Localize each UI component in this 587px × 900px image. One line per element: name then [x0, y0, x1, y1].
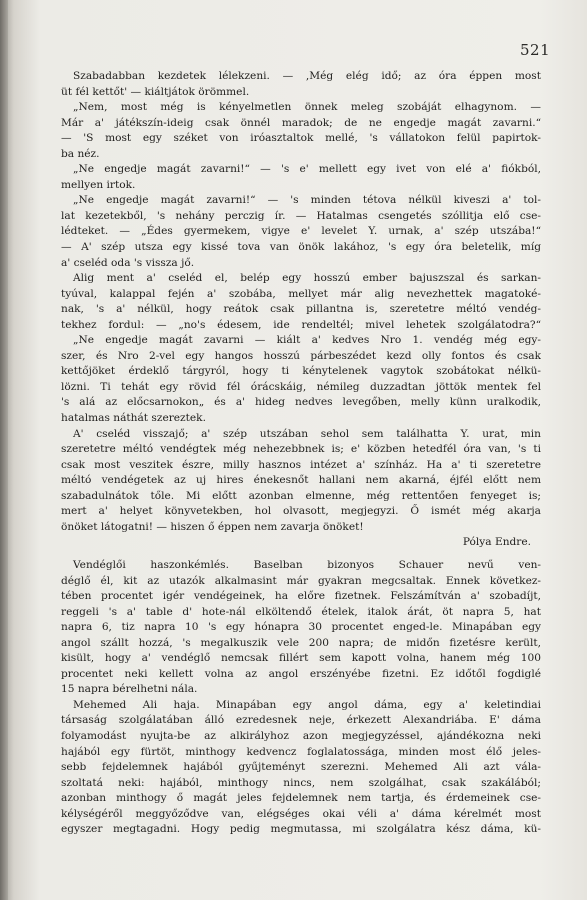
text-line: Alig ment a' cseléd el, belép egy hosszú ember bajuszszal és sarkan- [73, 272, 541, 285]
text-line: 's alá az előcsarnokon„ és a' hideg nedves levegőben, melly künn uralkodik, [61, 396, 541, 409]
text-line: Már a' játékszín-ideig csak önnél maradok; de ne engedje magát zavarni.“ [61, 116, 541, 129]
text-line: „Nem, most még is kényelmetlen önnek meleg szobáját elhagynom. — [73, 101, 541, 114]
text-line: folyamodást nyujta-be az alkirályhoz azon megjegyzéssel, ajándékozna neki [61, 729, 541, 742]
text-line: kisült, hogy a' vendéglő nemcsak fillért sem kapott volna, hanem még 100 [61, 652, 541, 665]
text-line: méltó vendégetek az uj hires énekesnőt hallani nem akarná, éjfél előtt nem [61, 474, 541, 487]
text-line: procentet neki kellett volna az angol erszényébe fizetni. Ez időtől fogdiglé [61, 667, 541, 680]
text-line: kélységéről meggyőződve van, elégséges okai véli a' dáma kérelmét most [61, 807, 541, 820]
text-line: társaság szolgálatában álló ezredesnek neje, érkezett Alexandriába. E' dáma [61, 714, 541, 727]
text-line: szoltatá neki: hajából, minthogy nincs, nem szolgálhat, csak szakálából; [61, 776, 541, 789]
text-line: szabadulnátok tőle. Mi előtt azonban elmenne, még rettentően fenyeget is; [61, 489, 541, 502]
author-signature: Pólya Endre. [462, 536, 531, 549]
text-line: szeretetre méltó vendégtek még nehezebbnek is; e' közben hetedfél óra van, 's ti [61, 443, 541, 456]
text-line: üt fél kettőt' — kiáltjátok örömmel. [61, 85, 250, 98]
page-number: 521 [520, 41, 551, 59]
text-line: a' cseléd oda 's vissza jő. [61, 256, 195, 269]
text-line: déglő él, kit az utazók alkalmasint már gyakran megcsaltak. Ennek következ- [61, 574, 541, 587]
text-line: „Ne engedje magát zavarni — kiált a' kedves Nro 1. vendég még egy- [73, 334, 541, 347]
text-line: Mehemed Ali haja. Minapában egy angol dáma, egy a' keletindiai [73, 698, 541, 711]
text-line: Szabadabban kezdetek lélekzeni. — ,Még elég idő; az óra éppen most [73, 70, 541, 82]
text-line: mellyen irtok. [61, 178, 136, 191]
text-line: — A' szép utsza egy kissé tova van önök lakához, 's egy óra beletelik, míg [61, 241, 541, 254]
text-body [61, 69, 541, 838]
text-line: önöket látogatni! — hiszen ő éppen nem zavarja önöket! [61, 520, 364, 533]
text-line: szer, és Nro 2-vel egy hangos hosszú párbeszédet kezd olly fontos és csak [61, 349, 541, 362]
text-line: tekhez fordul: — „no's édesem, ide rendeltél; mivel lehetek szolgálatodra?“ [61, 318, 541, 331]
text-line: lözni. Ti tehát egy rövid fél órácskáig, némileg duzzadtan jöttök mentek fel [61, 380, 541, 393]
text-line: nak, 's a' nélkül, hogy reátok csak pillantna is, szeretetre méltó vendég- [61, 303, 541, 316]
text-line: ba néz. [61, 147, 100, 160]
text-line: hatalmas náthát szereztek. [61, 412, 206, 425]
text-line: napra 6, tiz napra 10 's egy hónapra 30 procentet enged-le. Minapában egy [61, 621, 541, 634]
text-line: „Ne engedje magát zavarni!“ — 's minden tétova nélkül kiveszi a' tol- [73, 194, 541, 207]
text-line: A' cseléd visszajő; a' szép utszában sehol sem találhatta Y. urat, min [73, 427, 541, 440]
text-line: hajából egy fürtöt, minthogy kedvencz foglalatossága, minden most élő jeles- [61, 745, 541, 758]
text-line: kettőjöket érdeklő tárgyról, hogy ti kénytelenek vagytok szobátokat nélkü- [61, 365, 541, 378]
text-line: 15 napra bérelhetni nála. [61, 683, 198, 696]
text-line: csak most veszitek észre, milly hasznos intézet a' színház. Ha a' ti szeretetre [61, 458, 541, 471]
text-line: — 'S most egy széket von iróasztaltok mellé, 's vállatokon felül papirtok- [61, 132, 541, 145]
text-line: angol szállt hozzá, 's megalkuszik vele 200 napra; de midőn fizetésre került, [61, 636, 541, 649]
text-line: reggeli 's a' table d' hote-nál elköltendő ételek, italok árát, öt napra 5, hat [61, 605, 541, 618]
text-line: lat kezetekből, 's nehány perczig ír. — Hatalmas csengetés szóllitja elő cse- [61, 209, 541, 222]
text-line: tyúval, kalappal fején a' szobába, mellyet már alig nevezhettek magatoké- [61, 287, 541, 300]
page-binding-shadow [0, 0, 8, 900]
text-line: mert a' helyet könyvetekben, hol olvasott, megjegyzi. Ő ismét még akarja [61, 505, 541, 518]
text-line: „Ne engedje magát zavarni!“ — 's e' mellett egy ivet von elé a' fiókból, [73, 163, 541, 176]
text-line: lédteket. — „Édes gyermekem, vigye e' levelet Y. urnak, a' szép utszába!“ [61, 225, 541, 238]
text-line: Vendéglői haszonkémlés. Baselban bizonyos Schauer nevű ven- [73, 558, 541, 571]
section-gap [61, 551, 541, 558]
text-line: sebb fejdelemnek hajából gyűjteményt szerezni. Mehemed Ali azt vála- [61, 761, 541, 774]
text-line: tében procentet igér vendégeinek, ha előre fizetnek. Felszámítván a' szobadíjt, [61, 590, 541, 603]
text-line: azonban minthogy ő magát jeles fejdelemnek nem tartja, és érdemeinek cse- [61, 792, 541, 805]
text-line: egyszer megtagadni. Hogy pedig megmutassa, mi szolgálatra kész dáma, kü- [61, 823, 541, 836]
